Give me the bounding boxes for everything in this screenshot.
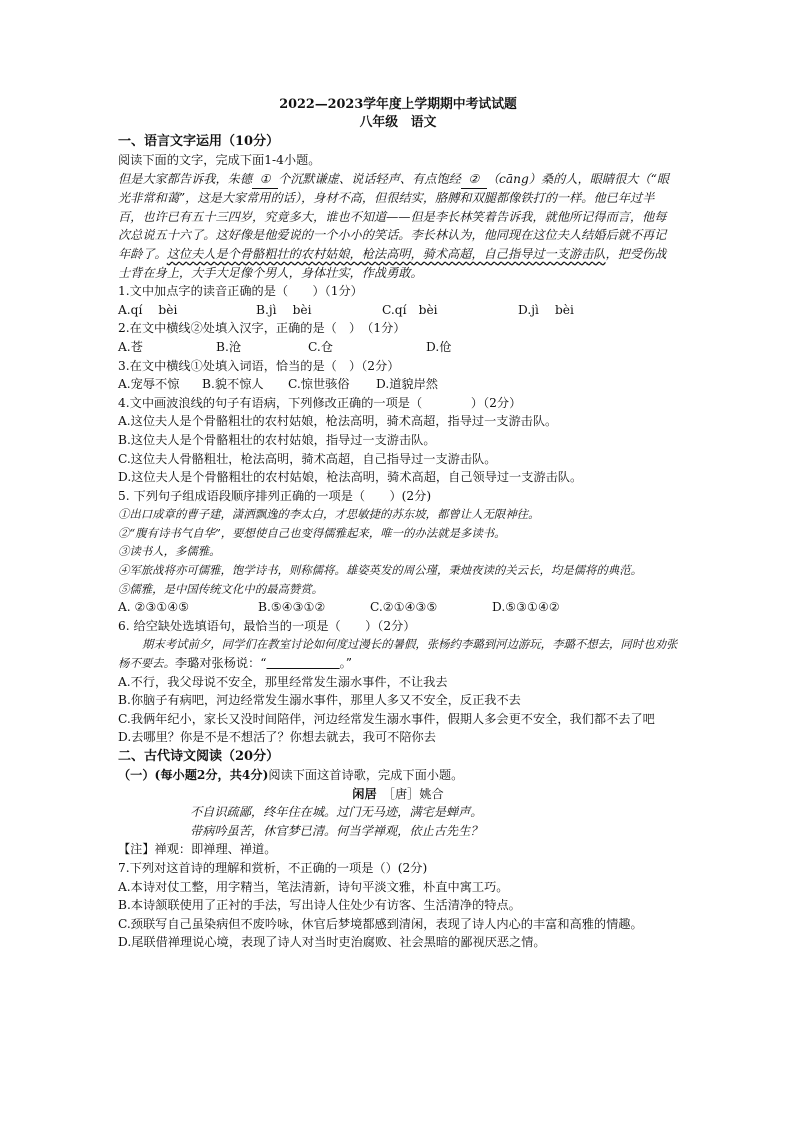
q3-option-d: D.道貌岸然 [376,377,438,392]
exam-page [118,96,678,952]
q5-sentence-5: ⑤儒雅，是中国传统文化中的最高赞赏。 [118,581,324,596]
poem-title: 闲居 [352,786,377,801]
reading-passage [118,170,678,283]
passage-part-b: 个沉默谦虚、说话轻声、有点饱经 [278,171,461,186]
exam-title: 2022—2023学年度上学期期中考试试题 [279,97,517,112]
q5-option-d: D.⑤③①④② [492,600,560,615]
q2-stem: 2.在文中横线②处填入汉字，正确的是（ ） （1分） [118,321,406,336]
q6-context [118,635,678,672]
q4-option-c: C.这位夫人骨骼粗壮，枪法高明，骑术高超，自己指导过一支游击队。 [118,451,497,466]
q1-options [118,301,678,320]
q1-option-d: D.jì bèi [518,302,574,317]
q7-option-a: A.本诗对仗工整，用字精当，笔法清新，诗句平淡文雅，朴直中寓工巧。 [118,879,509,894]
poem-subsection: （一）(每小题2分，共4分) [118,768,269,782]
poem-note: 【注】禅观：即禅理、禅道。 [118,842,277,857]
blank-2: ② [461,170,487,190]
q2-option-a: A.苍 [118,339,143,354]
q6-answer-blank [267,656,340,670]
q1-option-c: C.qí bèi [382,302,438,317]
q1-stem: 1.文中加点字的读音正确的是（ ）（1分） [118,284,363,299]
passage-part-c: （cāng）桑的人，眼睛很大（“眼光非常和蔼”，这是大家常用的话），身材不高，但很结实，胳膊和双腿都像铁打的一样。他已年过半百，也许已有五十三四岁，究竟多大，谁也不知道——但是李长林笑着告诉我，就他所记得而言，他每次总说五十六了。这好像是他爱说的一个小小的笑话。李长林认为，他同现在这位夫人结婚后就不再记年龄了。 [118,171,670,261]
q2-option-c: C.仓 [308,339,333,354]
q5-sentence-4: ④军旅战将亦可儒雅，饱学诗书，则称儒将。雄姿英发的周公瑾，秉烛夜读的关云长，均是儒将的典范。 [118,563,642,578]
q5-sentence-1: ①出口成章的曹子建，潇洒飘逸的李太白，才思敏捷的苏东坡，都曾让人无限神往。 [118,507,540,522]
passage-part-d: ，把受伤战士背在身上，大手大足像个男人，身体壮实，作战勇敢。 [118,246,667,280]
q1-option-b: B.jì bèi [256,302,312,317]
q4-option-d: D.这位夫人是个骨骼粗壮的农村姑娘，枪法高明，骑术高超，自己领导过一支游击队。 [118,470,583,485]
poem-line-1: 不自识疏鄙，终年住在城。过门无马迹，满宅是蝉声。 [190,805,483,820]
q7-option-d: D.尾联借禅理说心境，表现了诗人对当时吏治腐败、社会黑暗的鄙视厌恶之情。 [118,935,546,950]
q3-option-c: C.惊世骇俗 [288,377,350,392]
section-1-heading: 一、语言文字运用（10分） [118,134,280,149]
q3-option-a: A.宠辱不惊 [118,377,180,392]
q6-context-text: 期末考试前夕，同学们在教室讨论如何度过漫长的暑假，张杨约李璐到河边游玩，李璐不想去，同时也劝张杨不要去。 [118,637,678,671]
wavy-underlined-sentence: 这位夫人是个骨骼粗壮的农村姑娘，枪法高明，骑术高超，自己指导过一支游击队 [166,246,606,261]
q1-option-a: A.qí bèi [118,302,178,317]
q6-option-d: D.去哪里？你是不是不想活了？你想去就去，我可不陪你去 [118,730,436,745]
poem-author: ［唐］姚合 [388,786,444,801]
exam-subtitle: 八年级 语文 [359,115,437,130]
q5-stem: 5. 下列句子组成语段顺序排列正确的一项是（ ）(2分) [118,488,432,503]
q3-options [118,375,678,394]
q6-prompt: 李璐对张杨说：“ [174,656,267,671]
q6-option-b: B.你脑子有病吧，河边经常发生溺水事件，那里人多又不安全，反正我不去 [118,693,521,708]
poem-line-2: 带病吟虽苦，休官梦已清。何当学禅观，依止古先生？ [190,823,483,838]
poem-section-header [118,766,678,785]
q6-option-a: A.不行，我父母说不安全，那里经常发生溺水事件，不让我去 [118,674,448,689]
q7-option-c: C.颈联写自己虽染病但不废吟咏，休官后梦境都感到清闲，表现了诗人内心的丰富和高雅的情趣。 [118,916,643,931]
q4-stem: 4.文中画波浪线的句子有语病，下列修改正确的一项是（ ）（2分） [118,395,522,410]
q3-option-b: B.貌不惊人 [202,377,264,392]
q5-sentence-2: ②“腹有诗书气自华”，要想使自己也变得儒雅起来，唯一的办法就是多读书。 [118,525,506,540]
poem-heading [118,785,678,804]
q2-option-d: D.伧 [426,339,452,354]
q2-option-b: B.沧 [216,339,242,354]
section-2-heading: 二、古代诗文阅读（20分） [118,749,280,764]
blank-1: ① [252,170,278,190]
q6-close: 。” [339,656,352,671]
poem-instruction: 阅读下面这首诗歌，完成下面小题。 [268,768,464,782]
q5-option-b: B.⑤④③①② [258,600,326,615]
q3-stem: 3.在文中横线①处填入词语，恰当的是（ ）（2分） [118,358,400,373]
q5-sentence-3: ③读书人，多儒雅。 [118,544,221,559]
q6-stem: 6. 给空缺处选填语句，最恰当的一项是（ ）（2分） [118,618,416,633]
q7-option-b: B.本诗颔联使用了正衬的手法，写出诗人住处少有访客、生活清净的特点。 [118,898,521,913]
q4-option-b: B.这位夫人是个骨骼粗壮的农村姑娘，指导过一支游击队。 [118,432,436,447]
passage-part-a: 但是大家都告诉我，朱德 [118,171,253,186]
q5-option-a: A. ②③①④⑤ [118,600,190,615]
q6-option-c: C.我俩年纪小，家长又没时间陪伴，河边经常发生溺水事件，假期人多会更不安全，我们都不去了吧 [118,711,655,726]
q4-option-a: A.这位夫人是个骨骼粗壮的农村姑娘，枪法高明，骑术高超，指导过一支游击队。 [118,414,558,429]
q7-stem: 7.下列对这首诗的理解和赏析，不正确的一项是（）(2分) [118,860,428,875]
q2-options [118,338,678,357]
section-1-instruction: 阅读下面的文字，完成下面1-4小题。 [118,153,321,167]
q5-option-c: C.②①④③⑤ [370,600,438,615]
q5-options [118,598,678,617]
